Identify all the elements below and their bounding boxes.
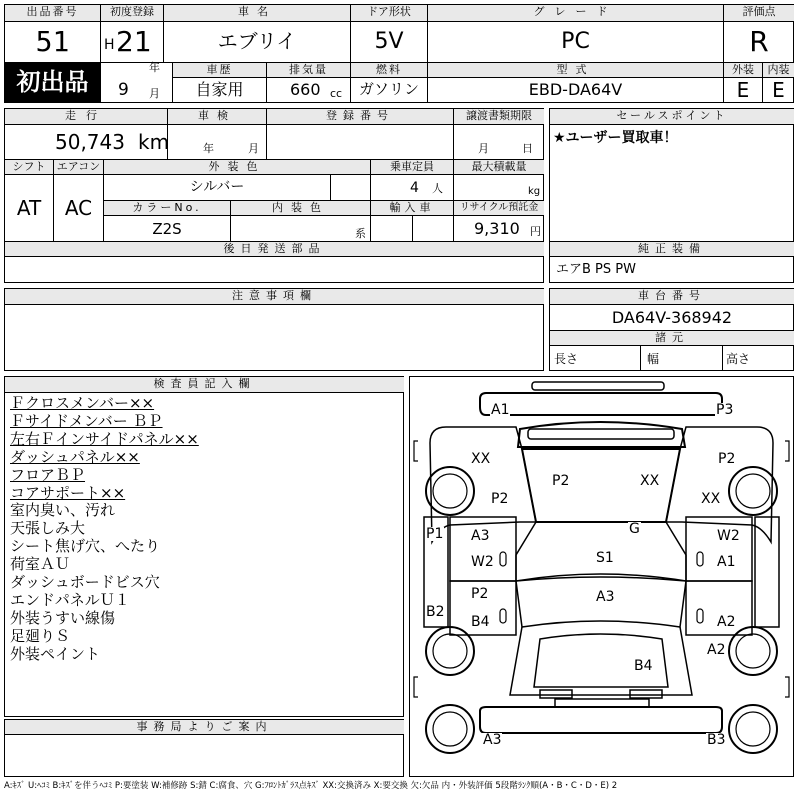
damage-mark-fl-fender-xx: XX	[471, 451, 491, 467]
inspector-note-line: Ｆクロスメンバー××	[10, 394, 155, 412]
inspector-note-line: 足廻りＳ	[10, 626, 71, 645]
import-label: 輸入車	[371, 201, 453, 215]
year-unit: 年	[149, 61, 160, 74]
int-color-unit: 系	[355, 227, 366, 240]
score: R	[749, 25, 769, 58]
model: EBD-DA64V	[528, 80, 623, 99]
inspector-note-line: エンドパネルＵ１	[10, 590, 130, 609]
transfer-label: 譲渡書類期限	[454, 109, 544, 124]
interior-label: 内装	[763, 63, 794, 77]
displacement-label: 排気量	[267, 63, 350, 77]
displacement-unit: cc	[330, 87, 343, 100]
mileage-unit: km	[138, 130, 170, 154]
damage-mark-right-rear-door-a2: A2	[717, 614, 736, 630]
transfer-day-unit: 日	[522, 142, 533, 155]
damage-mark-rear-right-b3: B3	[707, 732, 726, 748]
damage-mark-left-front-door-a3: A3	[471, 528, 490, 544]
inspection-year-unit: 年	[203, 142, 214, 155]
inspector-note-line: 外装うすい線傷	[10, 608, 116, 627]
fuel: ガソリン	[358, 80, 419, 98]
damage-mark-left-quarter-b2: B2	[426, 604, 445, 620]
sales-point: ★ユーザー買取車！	[553, 130, 678, 146]
inspector-note-line: ダッシュパネル××	[10, 447, 140, 466]
transfer-month-unit: 月	[478, 142, 489, 155]
car-diagram	[409, 376, 794, 777]
damage-mark-fl-door-a1: A1	[491, 402, 510, 418]
ac: AC	[64, 196, 93, 220]
ext-color: シルバー	[189, 179, 245, 195]
inspector-note-line: Ｆサイドメンバー ＢＰ	[10, 411, 163, 430]
inspector-note-line: フロアＢＰ	[10, 465, 86, 484]
inspector-note-line: 天張しみ大	[10, 519, 86, 538]
inspector-note-line: 室内臭い、汚れ	[10, 501, 116, 520]
sales-point-label: セールスポイント	[550, 109, 794, 124]
notes-label: 注意事項欄	[5, 289, 544, 304]
damage-mark-roof-front-xx: XX	[640, 473, 660, 489]
damage-mark-right-front-door-a1: A1	[717, 554, 736, 570]
damage-mark-right-quarter-a2: A2	[707, 642, 726, 658]
mileage-label: 走行	[5, 109, 167, 124]
office-label: 事務局よりご案内	[5, 720, 404, 734]
damage-mark-left-front-p2: P2	[491, 491, 509, 507]
inspection-month-unit: 月	[248, 142, 259, 155]
model-label: 型式	[428, 63, 723, 77]
inspector-note-line: コアサポート××	[10, 483, 126, 502]
inspector-note-line: 荷室ＡＵ	[10, 555, 71, 574]
damage-mark-left-front-door-w2: W2	[471, 554, 494, 570]
damage-mark-roof-g: G	[629, 521, 640, 537]
damage-mark-roof-a3: A3	[596, 589, 615, 605]
history: 自家用	[195, 80, 244, 99]
damage-mark-fr-fender-p2: P2	[718, 451, 736, 467]
car-diagram-svg	[410, 377, 793, 776]
inspector-note-line: ダッシュボードビス穴	[10, 573, 160, 591]
damage-mark-left-rear-door-b4: B4	[471, 614, 490, 630]
damage-mark-roof-s1: S1	[596, 550, 614, 566]
first-listing-text: 初出品	[16, 68, 89, 96]
car-name: エブリイ	[217, 29, 297, 53]
recycle-label: リサイクル預託金	[454, 201, 544, 215]
era: H	[104, 37, 115, 53]
lot-no: 51	[35, 25, 70, 58]
max-load-label: 最大積載量	[454, 160, 544, 174]
door: 5V	[374, 29, 404, 54]
recycle-unit: 円	[530, 225, 541, 238]
inspector-label: 検査員記入欄	[5, 377, 404, 392]
shift-label: シフト	[5, 160, 53, 174]
damage-mark-fr-door-p3: P3	[716, 402, 734, 418]
damage-mark-right-front-door-w2: W2	[717, 528, 740, 544]
recycle: 9,310	[474, 219, 520, 238]
displacement: 660	[290, 80, 321, 99]
lot-no-label: 出品番号	[5, 5, 100, 21]
first-reg-label: 初度登録	[101, 5, 163, 21]
plate-label: 登録番号	[267, 109, 453, 124]
dims-label: 諸元	[550, 331, 794, 345]
equipment: エアB PS PW	[556, 262, 636, 277]
damage-mark-left-sill-p1: P1	[426, 526, 444, 542]
capacity-unit: 人	[432, 182, 443, 195]
chassis-number: DA64V-368942	[611, 308, 733, 327]
exterior-label: 外装	[724, 63, 762, 77]
legend: A:ｷｽﾞ U:ﾍｺﾐ B:ｷｽﾞを伴うﾍｺﾐ P:要塗装 W:補修跡 S:錆 C:腐食、穴 G:ﾌﾛﾝﾄｶﾞﾗｽ点ｷｽﾞ XX:交換済み X:要交換 欠:欠品 内・外装評価 5段階ﾗﾝｸ順(A・B・C・D・E) 2	[4, 781, 618, 791]
ext-color-label: 外装色	[104, 160, 370, 174]
length-label: 長さ	[554, 352, 579, 366]
inspector-note-line: 左右Ｆインサイドパネル××	[10, 429, 199, 448]
int-color-label: 内装色	[231, 201, 370, 215]
equipment-label: 純正装備	[550, 242, 794, 256]
exterior-grade: E	[736, 78, 750, 102]
inspection-label: 車検	[168, 109, 266, 124]
car-name-label: 車名	[164, 5, 350, 21]
capacity: 4	[410, 180, 419, 196]
damage-mark-roof-front-p2: P2	[552, 473, 570, 489]
width-label: 幅	[647, 352, 660, 366]
damage-mark-rear-left-a3: A3	[483, 732, 502, 748]
inspector-note-line: シート焦げ穴、へたり	[10, 537, 161, 556]
max-load-unit: kg	[528, 186, 541, 197]
height-label: 高さ	[726, 352, 751, 366]
interior-grade: E	[772, 78, 785, 102]
ac-label: エアコン	[54, 160, 103, 174]
inspector-note-line: 外装ペイント	[10, 644, 101, 663]
capacity-label: 乗車定員	[371, 160, 453, 174]
grade: PC	[561, 29, 590, 54]
damage-mark-right-front-xx: XX	[701, 491, 721, 507]
score-label: 評価点	[724, 5, 794, 21]
grade-label: グレード	[428, 5, 723, 21]
first-reg-month: 9	[118, 80, 129, 100]
shift: AT	[16, 196, 42, 220]
damage-mark-left-rear-door-p2: P2	[471, 586, 489, 602]
damage-mark-rear-window-b4: B4	[634, 658, 653, 674]
mileage: 50,743	[55, 130, 125, 154]
color-no: Z2S	[152, 220, 182, 238]
fuel-label: 燃料	[351, 63, 427, 77]
first-reg-year: 21	[116, 25, 152, 58]
door-label: ドア形状	[351, 5, 427, 21]
later-parts-label: 後日発送部品	[5, 242, 544, 256]
color-no-label: カラーNo.	[104, 201, 230, 215]
month-unit: 月	[149, 87, 160, 100]
history-label: 車歴	[173, 63, 266, 77]
chassis-label: 車台番号	[550, 289, 794, 304]
